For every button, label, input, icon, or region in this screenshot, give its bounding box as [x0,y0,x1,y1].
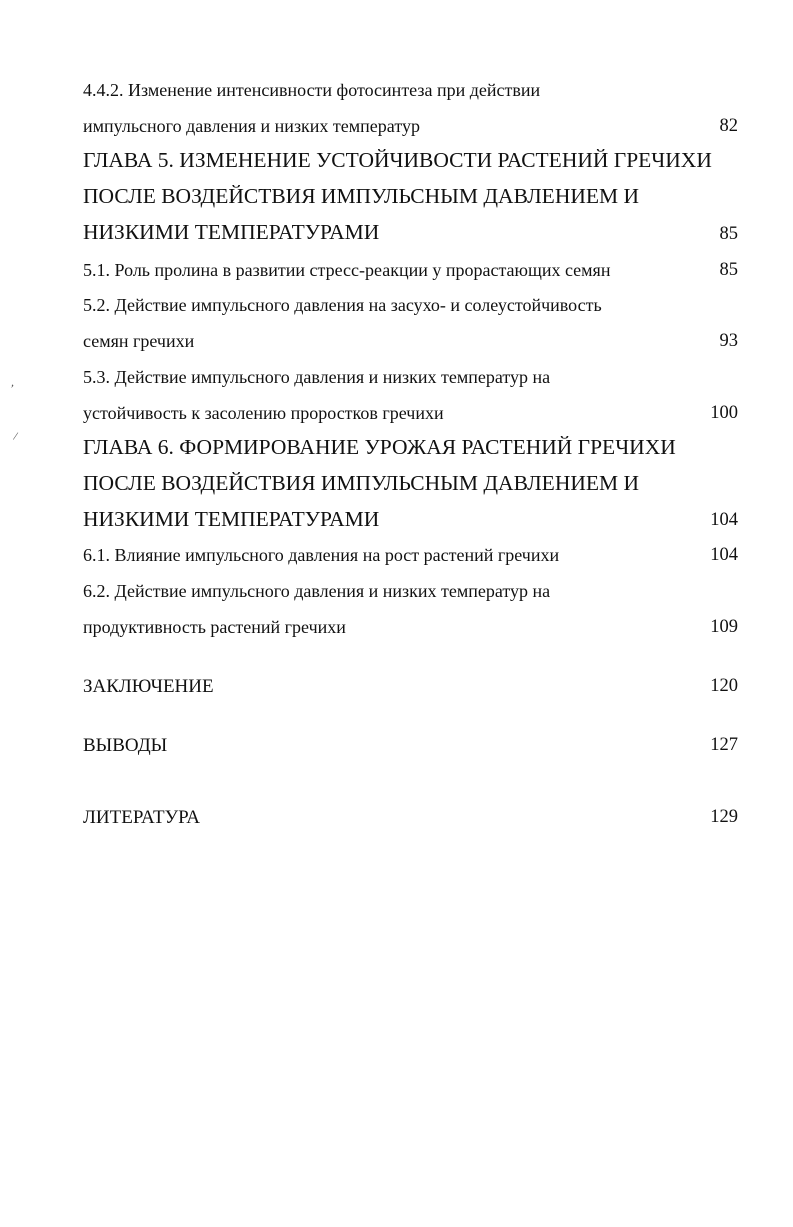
toc-entry-4-4-2-line-1: 4.4.2. Изменение интенсивности фотосинтеза при действии [83,80,541,100]
toc-entry-6-2-line-2: продуктивность растений гречихи [83,617,346,637]
toc-entry-6-2-page: 109 [710,617,738,637]
toc-entry-5-3-line-1: 5.3. Действие импульсного давления и низких температур на [83,367,551,387]
toc-entry-5-1-page: 85 [719,260,738,280]
toc-entry-6-1: 6.1. Влияние импульсного давления на рост растений гречихи [83,545,560,565]
toc-entry-5-1: 5.1. Роль пролина в развитии стресс-реакции у прорастающих семян [83,260,611,280]
scan-mark: , [10,374,17,390]
toc-entry-5-3-page: 100 [710,403,738,423]
toc-chapter-5-line-3: НИЗКИМИ ТЕМПЕРАТУРАМИ [83,220,380,244]
toc-entry-6-2-line-1: 6.2. Действие импульсного давления и низких температур на [83,581,551,601]
toc-entry-4-4-2-line-2: импульсного давления и низких температур [83,116,420,136]
toc-chapter-6-line-2: ПОСЛЕ ВОЗДЕЙСТВИЯ ИМПУЛЬСНЫМ ДАВЛЕНИЕМ И [83,471,640,495]
toc-conclusion: ЗАКЛЮЧЕНИЕ [83,676,214,697]
toc-chapter-5-line-1: ГЛАВА 5. ИЗМЕНЕНИЕ УСТОЙЧИВОСТИ РАСТЕНИЙ ГРЕЧИХИ [83,148,712,172]
toc-entry-5-2-line-2: семян гречихи [83,331,195,351]
toc-chapter-6-line-3: НИЗКИМИ ТЕМПЕРАТУРАМИ [83,507,380,531]
toc-conclusion-page: 120 [710,676,738,696]
toc-literature-page: 129 [710,807,738,827]
toc-entry-5-3-line-2: устойчивость к засолению проростков гречихи [83,403,444,423]
toc-chapter-5-page: 85 [719,224,738,244]
toc-entry-4-4-2-page: 82 [719,116,738,136]
toc-findings: ВЫВОДЫ [83,735,168,756]
toc-entry-6-1-page: 104 [710,545,738,565]
toc-literature: ЛИТЕРАТУРА [83,807,200,828]
toc-entry-5-2-line-1: 5.2. Действие импульсного давления на засухо- и солеустойчивость [83,295,602,315]
toc-chapter-6-page: 104 [710,510,738,530]
scan-mark: / [12,428,20,444]
toc-findings-page: 127 [710,735,738,755]
toc-chapter-6-line-1: ГЛАВА 6. ФОРМИРОВАНИЕ УРОЖАЯ РАСТЕНИЙ ГРЕЧИХИ [83,435,676,459]
toc-chapter-5-line-2: ПОСЛЕ ВОЗДЕЙСТВИЯ ИМПУЛЬСНЫМ ДАВЛЕНИЕМ И [83,184,640,208]
toc-entry-5-2-page: 93 [719,331,738,351]
